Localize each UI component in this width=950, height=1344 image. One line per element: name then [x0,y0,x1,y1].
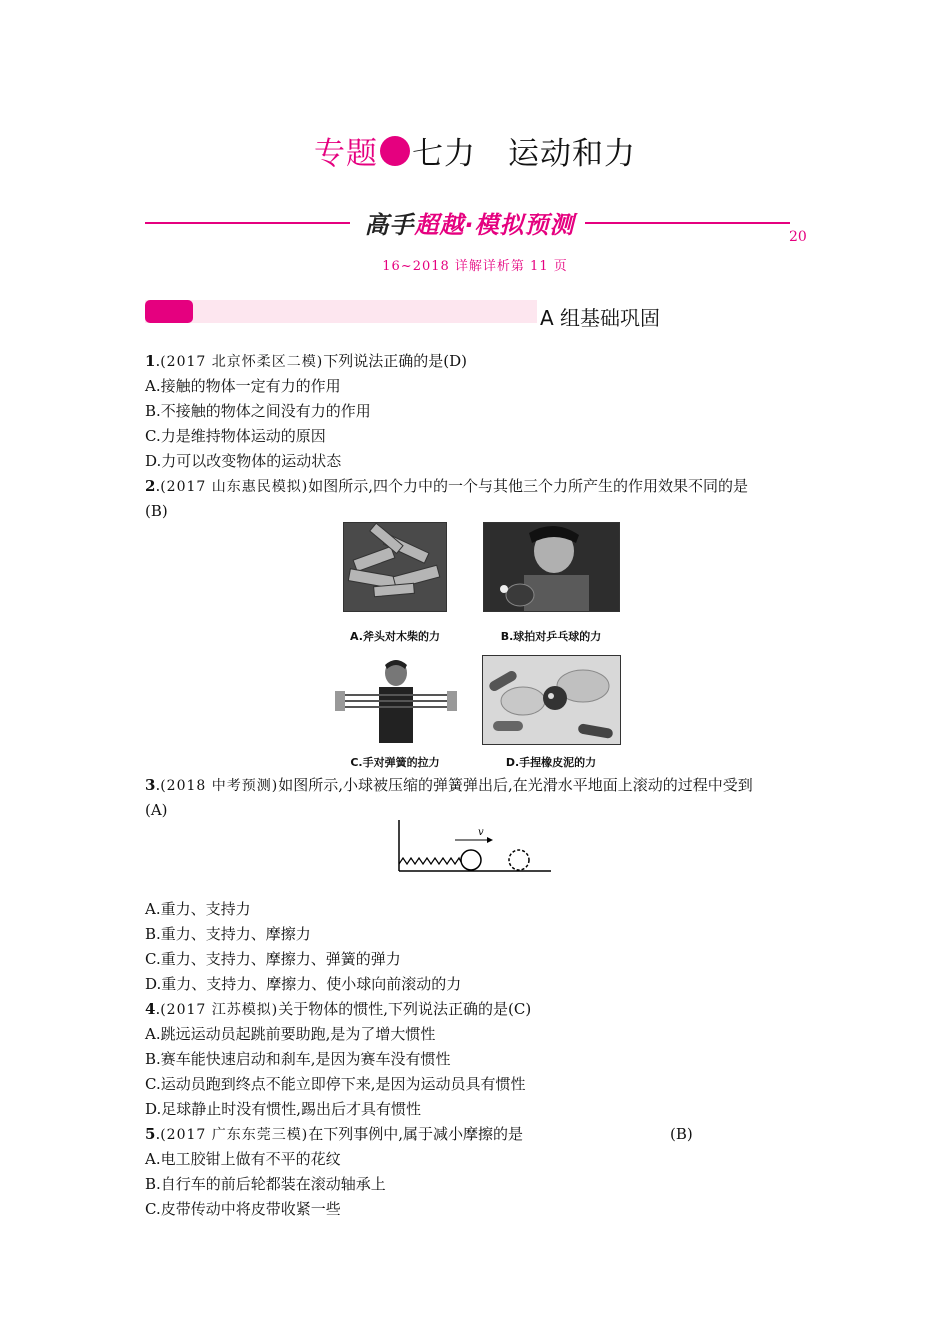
photo-clay-squeeze [482,655,621,745]
q2-caption-d: D.手捏橡皮泥的力 [505,756,597,769]
q1-option-b: B.不接触的物体之间没有力的作用 [145,402,371,420]
q1-option-d: D.力可以改变物体的运动状态 [145,452,342,470]
q1-option-a: A.接触的物体一定有力的作用 [145,377,341,395]
q1-number: 1 [145,352,156,370]
q5-option-b: B.自行车的前后轮都装在滚动轴承上 [145,1175,386,1193]
q3-stem: 3.(2018 中考预测)如图所示,小球被压缩的弹簧弹出后,在光滑水平地面上滚动的过程中受到 [145,776,753,794]
q3-option-c: C.重力、支持力、摩擦力、弹簧的弹力 [145,950,401,968]
q2-source: (2017 山东惠民模拟) [160,479,309,495]
q5-answer: (B) [670,1125,693,1143]
q5-number: 5 [145,1125,156,1143]
q4-option-a: A.跳远运动员起跳前要助跑,是为了增大惯性 [145,1025,436,1043]
q5-source: (2017 广东东莞三模) [160,1127,309,1143]
q3-number: 3 [145,776,156,794]
title-main: 七力 运动和力 [412,136,636,172]
q4-number: 4 [145,1000,156,1018]
title-prefix: 专题 [314,136,378,172]
q2-caption-c: C.手对弹簧的拉力 [350,756,440,769]
q3-source: (2018 中考预测) [160,778,279,794]
q4-option-d: D.足球静止时没有惯性,踢出后才具有惯性 [145,1100,422,1118]
banner [145,205,790,239]
velocity-label: v [478,827,484,838]
photo-axe-wood [343,522,447,612]
q2-caption-b: B.球拍对乒乓球的力 [500,630,602,643]
banner-label: 超越·模拟预测 [414,211,575,239]
section-bar [145,300,537,323]
q5-stem: 5.(2017 广东东莞三模)在下列事例中,属于减小摩擦的是 [145,1125,524,1143]
photo-table-tennis [483,522,620,612]
photo-spring-pull [333,655,459,743]
q4-text: 关于物体的惯性,下列说法正确的是(C) [278,1000,532,1018]
q4-option-c: C.运动员跑到终点不能立即停下来,是因为运动员具有惯性 [145,1075,526,1093]
q3-option-a: A.重力、支持力 [145,900,251,918]
q5-option-c: C.皮带传动中将皮带收紧一些 [145,1200,341,1218]
banner-line-left [145,222,350,224]
title-dot-icon [380,136,410,166]
banner-script: 高手 [364,210,415,239]
q4-source: (2017 江苏模拟) [160,1002,279,1018]
banner-text [357,205,582,240]
q1-stem: 1.(2017 北京怀柔区二模)下列说法正确的是(D) [145,352,467,370]
section-title: A 组基础巩固 [540,306,661,330]
q3-option-d: D.重力、支持力、摩擦力、使小球向前滚动的力 [145,975,462,993]
spring-ball-diagram [395,818,555,878]
page-title [0,128,950,173]
q4-stem: 4.(2017 江苏模拟)关于物体的惯性,下列说法正确的是(C) [145,1000,532,1018]
q5-text: 在下列事例中,属于减小摩擦的是 [308,1125,524,1143]
section-tag [145,300,193,323]
q1-option-c: C.力是维持物体运动的原因 [145,427,326,445]
q2-text: 如图所示,四个力中的一个与其他三个力所产生的作用效果不同的是 [308,477,749,495]
q2-number: 2 [145,477,156,495]
q3-text: 如图所示,小球被压缩的弹簧弹出后,在光滑水平地面上滚动的过程中受到 [278,776,753,794]
page-number: 20 [789,229,807,245]
q3-answer: (A) [145,801,168,819]
q2-caption-a: A.斧头对木柴的力 [350,630,440,643]
q2-stem: 2.(2017 山东惠民模拟)如图所示,四个力中的一个与其他三个力所产生的作用效果不同的是 [145,477,749,495]
q3-option-b: B.重力、支持力、摩擦力 [145,925,311,943]
q2-answer: (B) [145,502,168,520]
subtitle: 16~2018 详解详析第 11 页 [382,259,568,274]
q4-option-b: B.赛车能快速启动和刹车,是因为赛车没有惯性 [145,1050,451,1068]
q1-source: (2017 北京怀柔区二模) [160,354,324,370]
q5-option-a: A.电工胶钳上做有不平的花纹 [145,1150,341,1168]
q1-text: 下列说法正确的是(D) [323,352,467,370]
banner-line-right [585,222,790,224]
